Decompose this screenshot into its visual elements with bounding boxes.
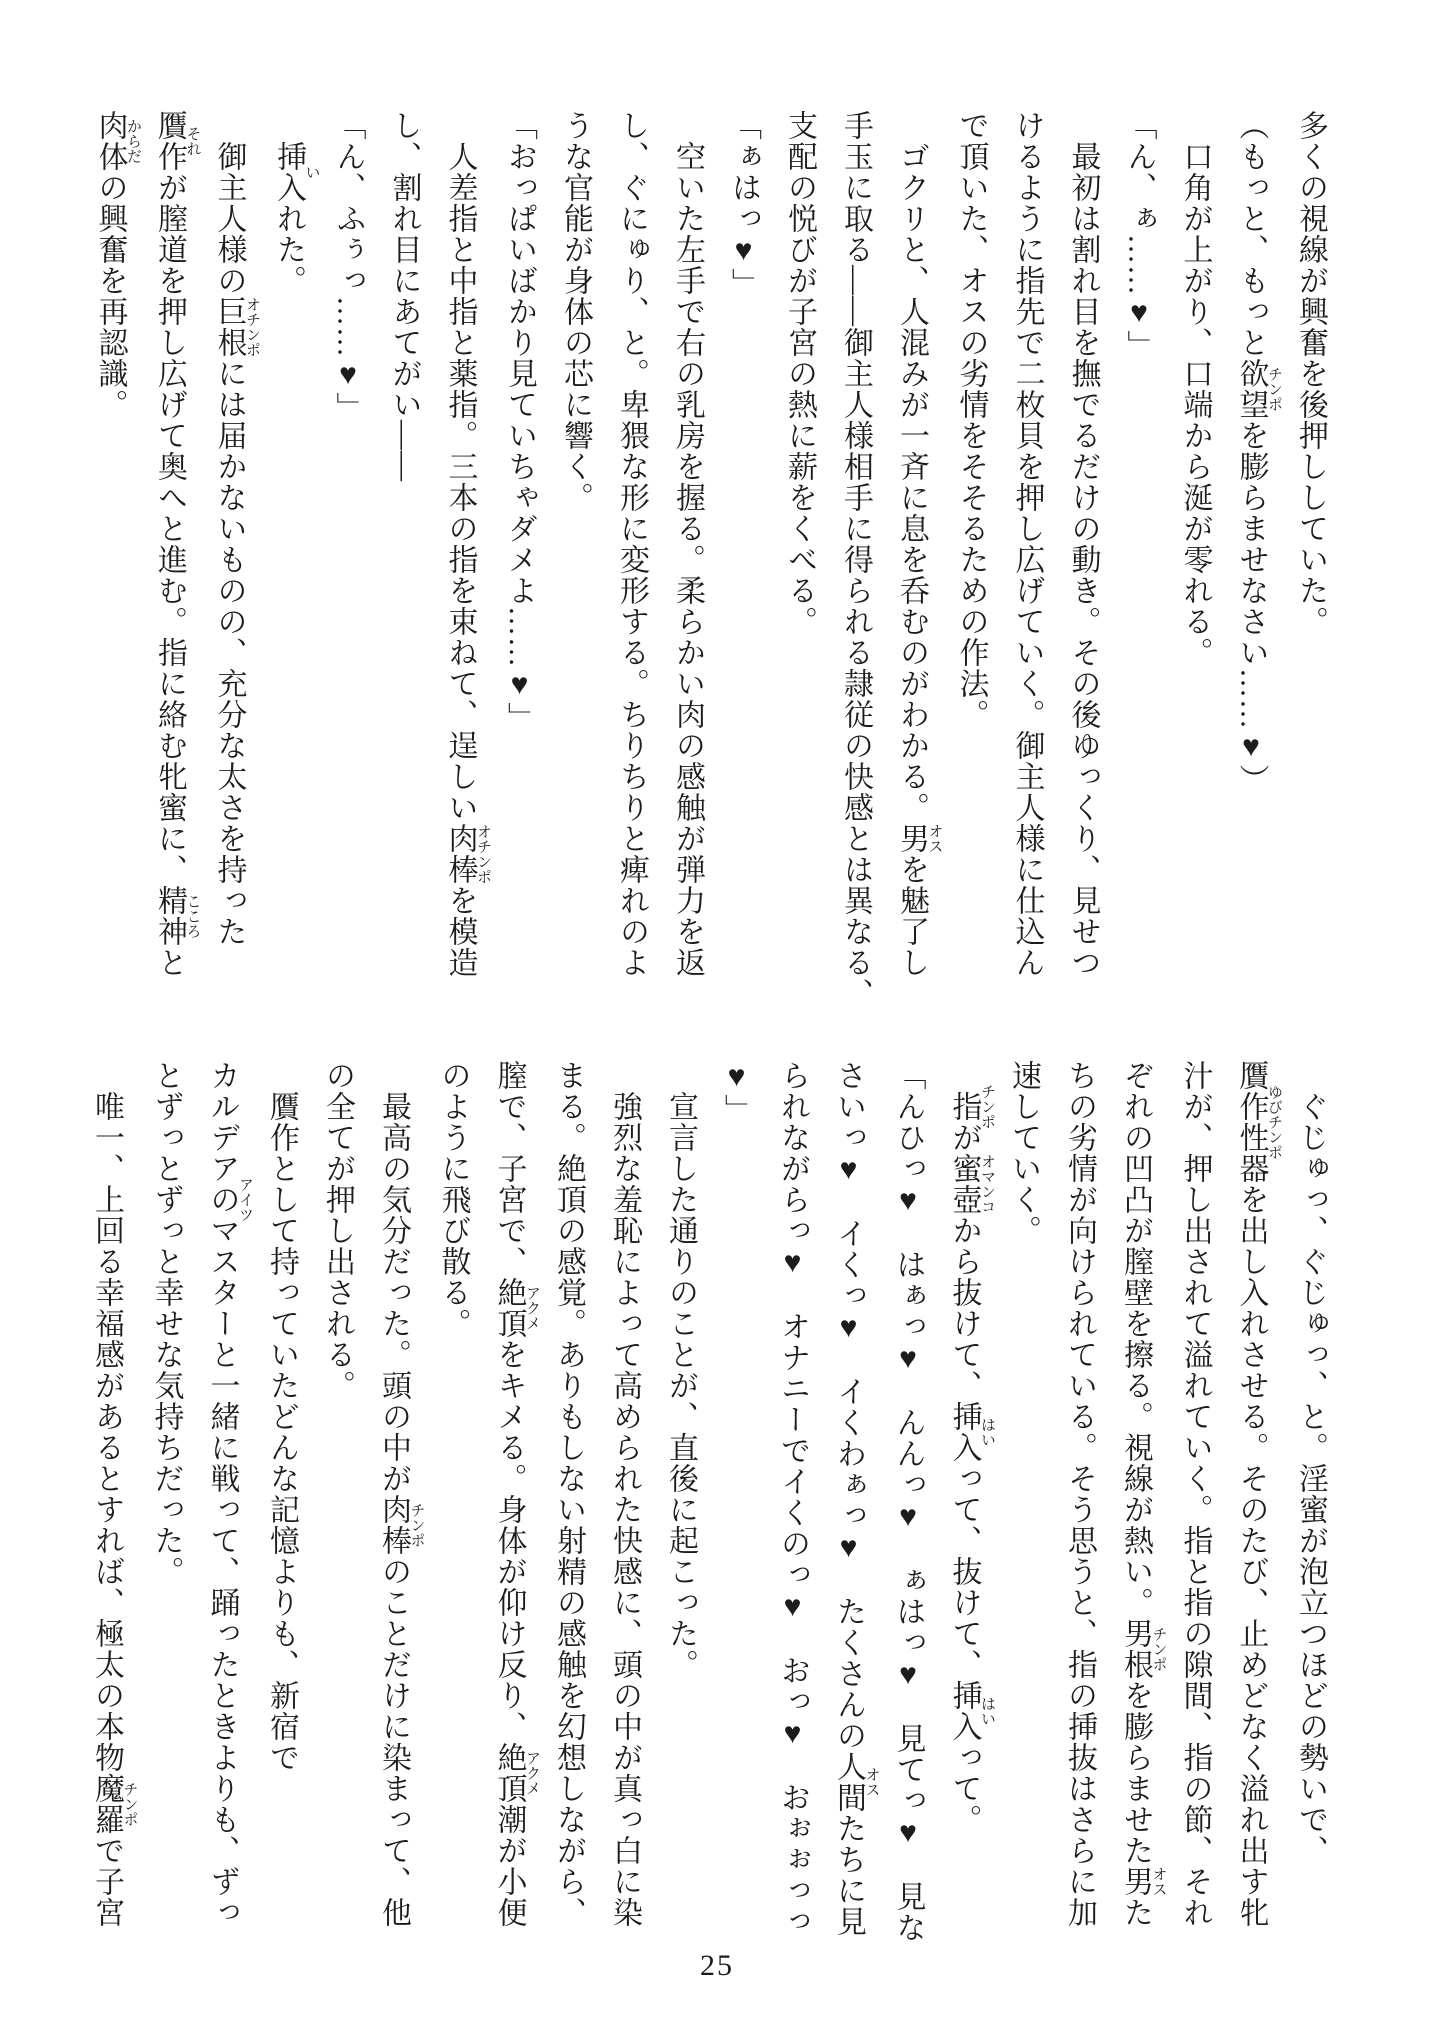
text-column: 空いた左手で右の乳房を握る。柔らかい肉の感触が弾力を返 <box>671 110 704 978</box>
text-column: 「ぁはっ♥」 <box>727 110 760 299</box>
text-column: 御主人様の巨根オチンポには届かないものの、充分な太さを持った <box>212 110 260 947</box>
text-column: 速していく。 <box>1007 1060 1040 1246</box>
text-column: 肉体からだの興奮を再認識。 <box>93 110 141 420</box>
furigana-ruby: 絶頂アクメ <box>492 1742 540 1804</box>
text-column: 多くの視線が興奮を後押ししていた。 <box>1294 110 1327 637</box>
text-column: し、ぐにゅり、と。卑猥な形に変形する。ちりちりと痺れのよ <box>615 110 648 978</box>
furigana-ruby: 蜜壺オマンコ <box>947 1153 995 1215</box>
text-column: ゴクリと、人混みが一斉に息を呑むのがわかる。男オスを魅了し <box>895 110 943 978</box>
text-column: 贋作として持っていたどんな記憶よりも、新宿で <box>265 1060 298 1773</box>
furigana-ruby: 男オス <box>895 823 943 854</box>
text-column: 最高の気分だった。頭の中が肉棒チンポのことだけに染まって、他 <box>377 1060 425 1928</box>
text-column: ぞれの凹凸が膣壁を擦る。視線が熱い。男根チンポを膨らませた男オスた <box>1119 1060 1167 1928</box>
text-column: まる。絶頂の感覚。ありもしない射精の感触を幻想しながら、 <box>552 1060 585 1928</box>
text-column: ♥」 <box>720 1060 753 1125</box>
text-stage-upper <box>82 110 1339 1009</box>
furigana-ruby: 魔羅チンポ <box>90 1773 138 1835</box>
text-column: で頂いた、オスの劣情をそそるための作法。 <box>954 110 988 730</box>
text-column: 汁が、押し出されて溢れていく。指と指の隙間、指の節、それ <box>1178 1060 1212 1928</box>
page-number: 25 <box>700 1949 734 1982</box>
text-column: 宣言した通りのことが、直後に起こった。 <box>664 1060 697 1680</box>
text-column: さいっ♥ イくっ♥ イくわぁっ♥ たくさんの人間オスたちに見 <box>832 1060 880 1937</box>
furigana-ruby: 絶頂アクメ <box>492 1277 540 1339</box>
furigana-ruby: 巨根オチンポ <box>212 296 260 358</box>
text-column: 贋作それが膣道を押し広げて奥へと進む。指に絡む牝蜜に、精神こころと <box>153 110 201 978</box>
furigana-ruby: 贋作それ <box>153 110 201 172</box>
text-column: 「ん、ぁ……♥」 <box>1122 110 1156 361</box>
furigana-ruby: 欲望チンポ <box>1234 358 1282 420</box>
furigana-ruby: カルデアのマスターアイツ <box>205 1060 253 1339</box>
furigana-ruby: 男オス <box>1119 1866 1167 1897</box>
text-column: のように飛び散る。 <box>436 1060 470 1339</box>
furigana-ruby: 人間オス <box>832 1751 880 1813</box>
text-column: 人差指と中指と薬指。三本の指を束ねて、逞しい肉棒オチンポを模造 <box>443 110 491 978</box>
furigana-ruby: 肉棒オチンポ <box>443 823 491 885</box>
text-column: 膣で、子宮で、絶頂アクメをキメる。身体が仰け反り、絶頂アクメ潮が小便 <box>492 1060 540 1928</box>
furigana-ruby: 挿入はい <box>947 1680 995 1742</box>
text-column: し、割れ目にあてがい―― <box>387 110 421 482</box>
text-column: とずっとずっと幸せな気持ちだった。 <box>149 1060 183 1587</box>
text-column: 「おっぱいばかり見ていちゃダメよ……♥」 <box>503 110 536 733</box>
text-column: られながらっ♥ オナニーでイくのっ♥ おっ♥ おぉぉっっ <box>776 1060 809 1937</box>
text-column: うな官能が身体の芯に響く。 <box>559 110 592 513</box>
text-column: 唯一、上回る幸福感があるとすれば、極太の本物魔羅チンポで子宮 <box>90 1060 138 1928</box>
text-column: 「ん、ふぅっ……♥」 <box>331 110 365 423</box>
text-column: 指チンポが蜜壺オマンコから抜けて、挿入はいって、抜けて、挿入はいって。 <box>947 1084 995 1835</box>
text-column: 最初は割れ目を撫でるだけの動き。その後ゆっくり、見せつ <box>1066 110 1100 978</box>
furigana-ruby: 肉体からだ <box>93 110 141 172</box>
text-column: の全てが押し出される。 <box>321 1060 354 1401</box>
furigana-ruby: 肉棒チンポ <box>377 1494 425 1556</box>
text-column: ぐじゅっ、ぐじゅっ、と。淫蜜が泡立つほどの勢いで、 <box>1294 1060 1327 1866</box>
furigana-ruby: 挿入い <box>272 141 320 203</box>
text-column: 口角が上がり、口端から涎が零れる。 <box>1178 110 1212 668</box>
text-column: 「んひっ♥ はぁっ♥ んんっ♥ ぁはっ♥ 見てっ♥ 見な <box>891 1060 925 1943</box>
text-column: 贋作性器ゆびチンポを出し入れさせる。そのたび、止めどなく溢れ出す牝 <box>1234 1060 1282 1928</box>
text-column: 手玉に取る――御主人様相手に得られる隷従の快感とは異なる、 <box>839 110 872 1009</box>
furigana-ruby: 精神こころ <box>153 885 201 947</box>
furigana-ruby: 挿入はい <box>947 1401 995 1463</box>
text-column: 強烈な羞恥によって高められた快感に、頭の中が真っ白に染 <box>608 1060 641 1928</box>
text-column: カルデアのマスターアイツと一緒に戦って、踊ったときよりも、ずっ <box>205 1060 253 1928</box>
furigana-ruby: 指チンポ <box>947 1084 995 1129</box>
text-column: 挿入いれた。 <box>272 141 320 296</box>
furigana-ruby: 男根チンポ <box>1119 1618 1167 1680</box>
text-column: ちの劣情が向けられている。そう思うと、指の挿抜はさらに加 <box>1063 1060 1096 1928</box>
text-column: けるように指先で二枚貝を押し広げていく。御主人様に仕込ん <box>1010 110 1044 978</box>
text-column: 支配の悦びが子宮の熱に薪をくべる。 <box>783 110 816 637</box>
text-stage-lower <box>78 1060 1338 1942</box>
text-column: （もっと、もっと欲望チンポを膨らませなさい……♥） <box>1234 110 1282 795</box>
furigana-ruby: 贋作性器ゆびチンポ <box>1234 1060 1282 1184</box>
